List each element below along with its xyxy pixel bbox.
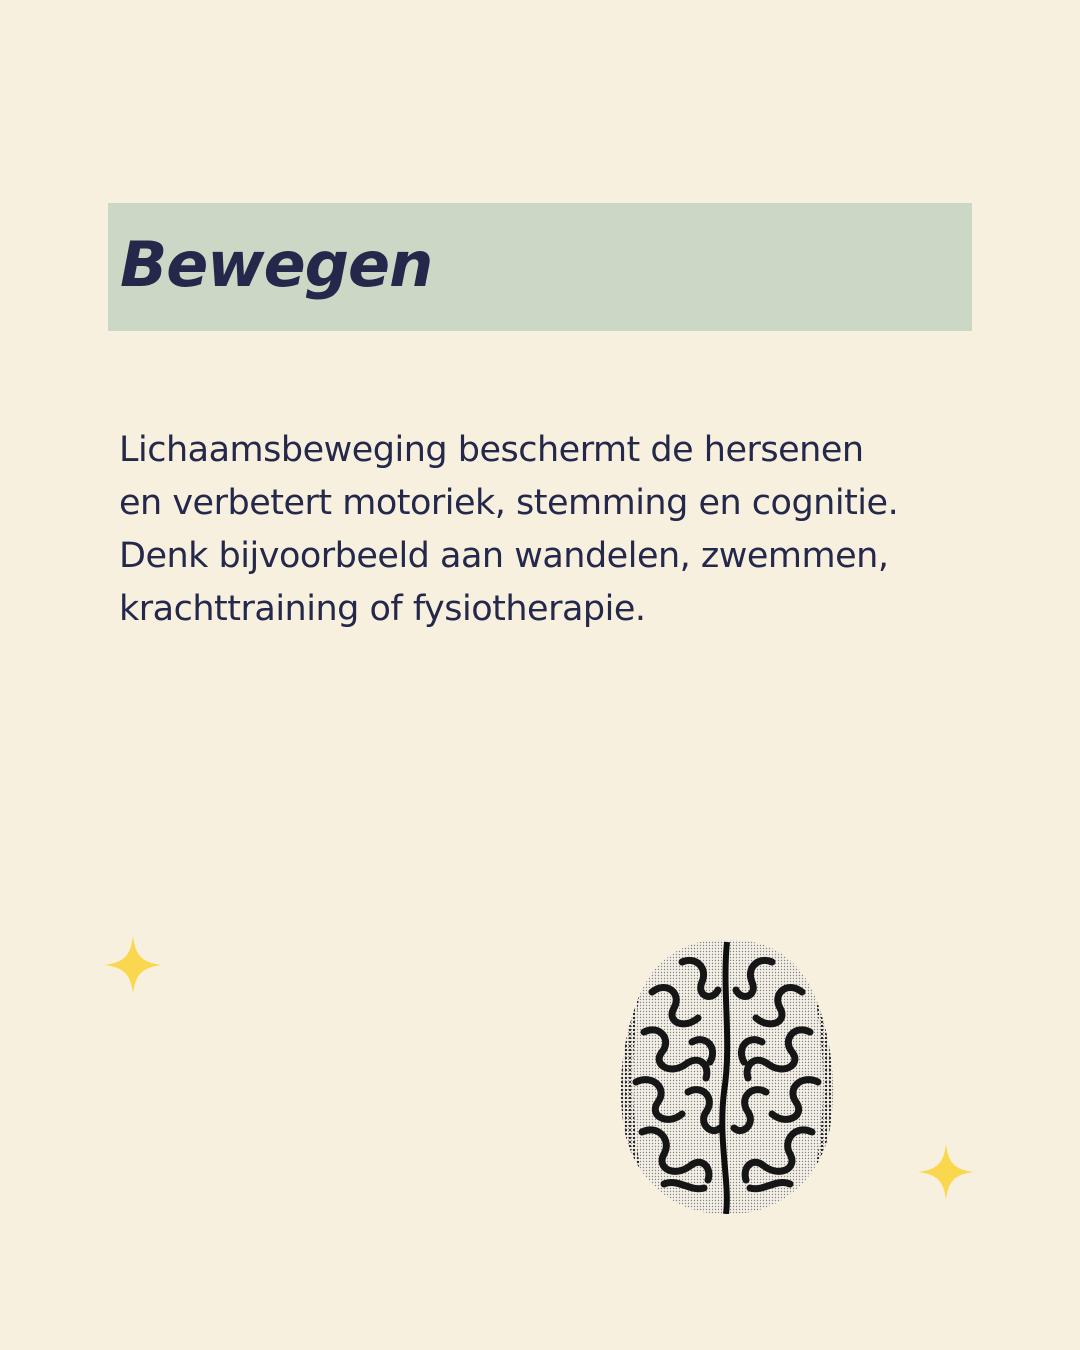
body-line: Lichaamsbeweging beschermt de hersenen bbox=[119, 430, 864, 470]
brain-icon bbox=[612, 932, 842, 1222]
body-line: en verbetert motoriek, stemming en cognitie. bbox=[119, 483, 899, 523]
sparkle-icon bbox=[918, 1144, 974, 1200]
sparkle-icon bbox=[104, 936, 162, 994]
page-title: Bewegen bbox=[120, 228, 433, 301]
body-line: krachttraining of fysiotherapie. bbox=[119, 589, 646, 629]
title-band bbox=[108, 203, 972, 331]
body-paragraph bbox=[119, 424, 949, 636]
body-line: Denk bijvoorbeeld aan wandelen, zwemmen, bbox=[119, 536, 889, 576]
